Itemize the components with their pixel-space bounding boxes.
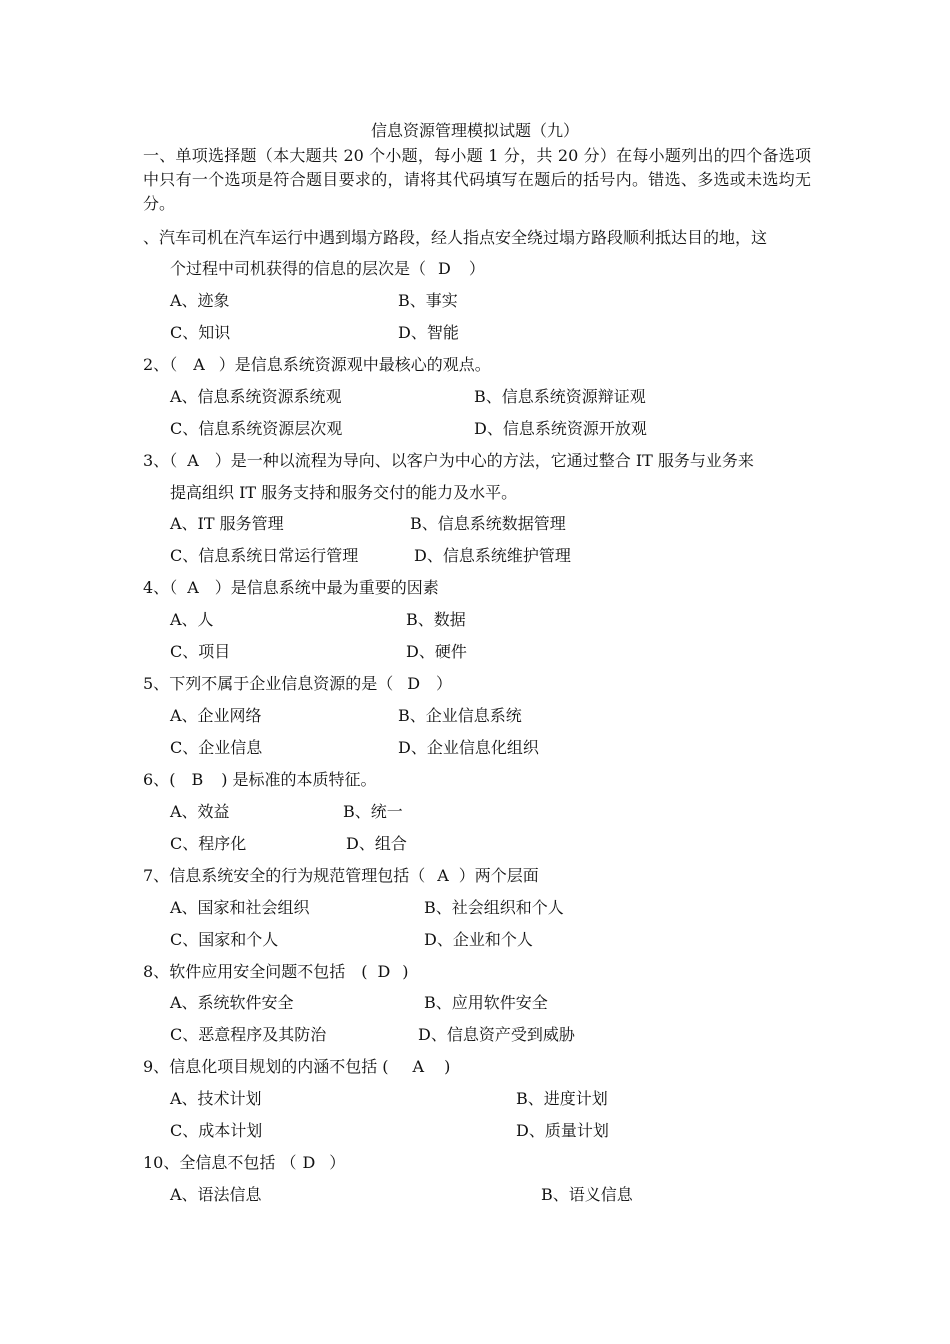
question-5-stem-post: ） [436,674,453,693]
question-3-option-d: D、信息系统维护管理 [414,546,571,565]
question-4-option-a: A、人 [170,610,214,629]
question-7-option-b: B、社会组织和个人 [424,898,564,917]
question-1-stem-pre: 个过程中司机获得的信息的层次是（ [170,259,427,278]
exam-title: 信息资源管理模拟试题（九） [370,121,579,140]
question-9-option-a: A、技术计划 [170,1089,262,1108]
question-7-answer: A [437,866,449,885]
question-4-answer: A [187,578,199,597]
question-6-stem [143,770,377,790]
question-5-stem [143,674,452,694]
question-6-option-c: C、程序化 [170,834,247,853]
question-6-option-d: D、组合 [346,834,407,853]
question-2-option-b: B、信息系统资源辩证观 [474,387,646,406]
question-5-answer: D [407,674,421,693]
question-2-number: 2、 [143,355,170,374]
question-5-option-c: C、企业信息 [170,738,263,757]
question-4-option-b: B、数据 [406,610,466,629]
question-9-option-d: D、质量计划 [516,1121,609,1140]
question-4-stem-pre: （ [169,578,178,597]
question-6-stem-pre: ( [169,770,176,789]
question-9-stem-post: ) [444,1057,451,1076]
question-1-option-c: C、知识 [170,323,231,342]
question-5-option-d: D、企业信息化组织 [398,738,539,757]
question-7-option-d: D、企业和个人 [424,930,533,949]
question-5-option-b: B、企业信息系统 [398,706,522,725]
question-1-option-d: D、智能 [398,323,459,342]
question-2-answer: A [193,355,205,374]
question-7-option-a: A、国家和社会组织 [170,898,310,917]
question-10-stem-pre: 全信息不包括 （ [179,1153,297,1172]
question-7-stem-post: ）两个层面 [458,866,539,885]
question-4-number: 4、 [143,578,170,597]
question-8-option-c: C、恶意程序及其防治 [170,1025,327,1044]
question-6-answer: B [191,770,204,789]
question-3-stem-post: ）是一种以流程为导向、以客户为中心的方法，它通过整合 IT 服务与业务来 [214,451,754,470]
question-2-option-a: A、信息系统资源系统观 [170,387,342,406]
question-10-number: 10、 [143,1153,180,1172]
question-2-stem [143,355,491,375]
question-3-stem-pre: （ [169,451,178,470]
question-6-option-a: A、效益 [170,802,230,821]
question-9-option-c: C、成本计划 [170,1121,263,1140]
question-6-number: 6、 [143,770,170,789]
question-4-stem-post: ）是信息系统中最为重要的因素 [214,578,439,597]
question-7-stem [143,866,539,886]
question-6-option-b: B、统一 [343,802,403,821]
question-8-option-a: A、系统软件安全 [170,993,294,1012]
question-5-number: 5、 [143,674,170,693]
question-5-option-a: A、企业网络 [170,706,262,725]
question-6-stem-post: ) 是标准的本质特征。 [221,770,377,789]
question-8-number: 8、 [143,962,170,981]
question-3-stem-line2: 提高组织 IT 服务支持和服务交付的能力及水平。 [170,483,518,502]
question-3-number: 3、 [143,451,170,470]
question-9-stem [143,1057,450,1077]
question-10-stem-post: ） [329,1153,346,1172]
question-10-option-b: B、语义信息 [541,1185,633,1204]
question-3-stem [143,451,754,471]
question-9-stem-pre: 信息化项目规划的内涵不包括 ( [169,1057,389,1076]
question-2-stem-post: ）是信息系统资源观中最核心的观点。 [218,355,491,374]
question-10-stem [143,1153,345,1173]
question-4-option-d: D、硬件 [406,642,467,661]
question-3-option-a: A、IT 服务管理 [170,514,284,533]
question-1-option-a: A、迹象 [170,291,230,310]
question-10-option-a: A、语法信息 [170,1185,262,1204]
question-5-stem-pre: 下列不属于企业信息资源的是（ [169,674,394,693]
question-4-option-c: C、项目 [170,642,231,661]
question-4-stem [143,578,439,598]
question-1-answer: D [438,259,451,278]
question-1-option-b: B、事实 [398,291,458,310]
question-8-stem [143,962,409,982]
question-2-stem-pre: （ [169,355,178,374]
question-8-option-b: B、应用软件安全 [424,993,548,1012]
section-intro: 一、单项选择题（本大题共 20 个小题，每小题 1 分，共 20 分）在每小题列出的四个备选项中只有一个选项是符合题目要求的，请将其代码填写在题后的括号内。错选、多选或未选均无分。 [143,146,811,213]
question-7-stem-pre: 信息系统安全的行为规范管理包括（ [169,866,426,885]
question-1-stem-post: ） [468,259,485,278]
question-7-option-c: C、国家和个人 [170,930,279,949]
question-8-stem-post: ) [402,962,409,981]
question-8-stem-pre: 软件应用安全问题不包括 ( [169,962,368,981]
question-2-option-d: D、信息系统资源开放观 [474,419,647,438]
question-8-option-d: D、信息资产受到威胁 [418,1025,575,1044]
question-9-number: 9、 [143,1057,170,1076]
question-2-option-c: C、信息系统资源层次观 [170,419,343,438]
question-9-option-b: B、进度计划 [516,1089,608,1108]
question-8-answer: D [377,962,391,981]
question-1-stem-line1: 、汽车司机在汽车运行中遇到塌方路段，经人指点安全绕过塌方路段顺利抵达目的地，这 [143,228,768,247]
question-3-option-b: B、信息系统数据管理 [410,514,566,533]
question-10-answer: D [302,1153,316,1172]
question-3-answer: A [187,451,199,470]
question-7-number: 7、 [143,866,170,885]
question-3-option-c: C、信息系统日常运行管理 [170,546,359,565]
question-1-stem-line2 [170,259,485,279]
question-9-answer: A [412,1057,425,1076]
